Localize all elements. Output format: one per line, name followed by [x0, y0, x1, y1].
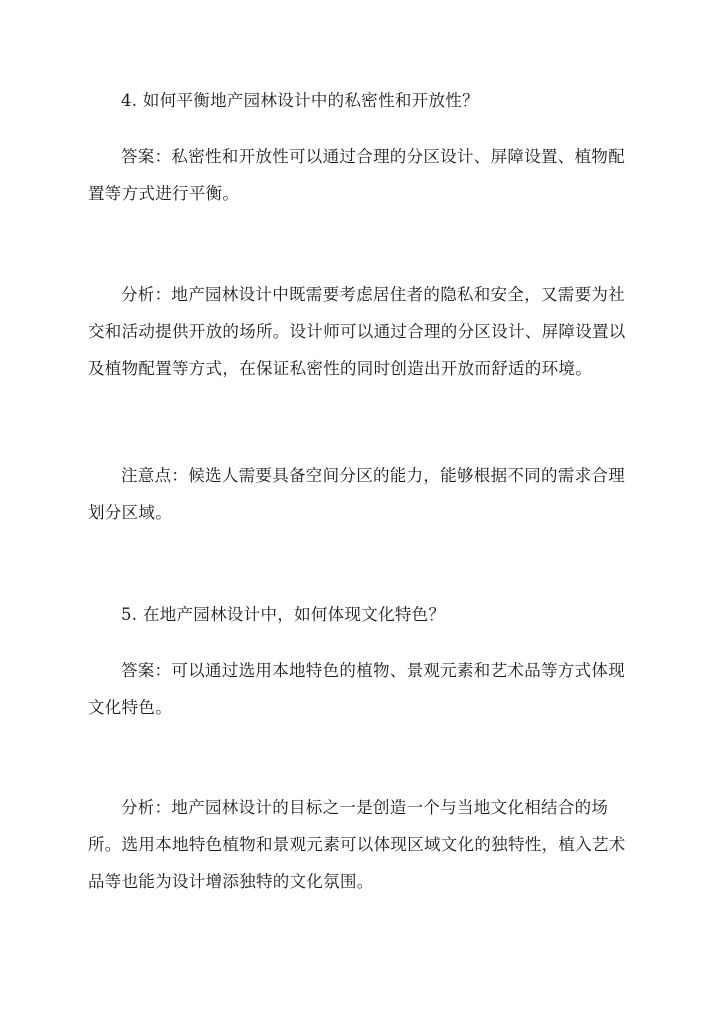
question-4-note: 注意点：候选人需要具备空间分区的能力，能够根据不同的需求合理划分区域。 — [88, 466, 625, 522]
question-5: 5. 在地产园林设计中，如何体现文化特色？ — [121, 605, 446, 624]
question-5-answer: 答案：可以通过选用本地特色的植物、景观元素和艺术品等方式体现文化特色。 — [88, 661, 625, 717]
question-5-analysis: 分析：地产园林设计的目标之一是创造一个与当地文化相结合的场所。选用本地特色植物和景观元素可以体现区域文化的独特性，植入艺术品等也能为设计增添独特的文化氛围。 — [88, 798, 626, 891]
question-4-answer: 答案：私密性和开放性可以通过合理的分区设计、屏障设置、植物配置等方式进行平衡。 — [88, 147, 625, 203]
question-4-analysis: 分析：地产园林设计中既需要考虑居住者的隐私和安全，又需要为社交和活动提供开放的场所。设计师可以通过合理的分区设计、屏障设置以及植物配置等方式，在保证私密性的同时创造出开放而舒适的环境。 — [88, 285, 626, 378]
question-4: 4. 如何平衡地产园林设计中的私密性和开放性？ — [121, 91, 479, 110]
